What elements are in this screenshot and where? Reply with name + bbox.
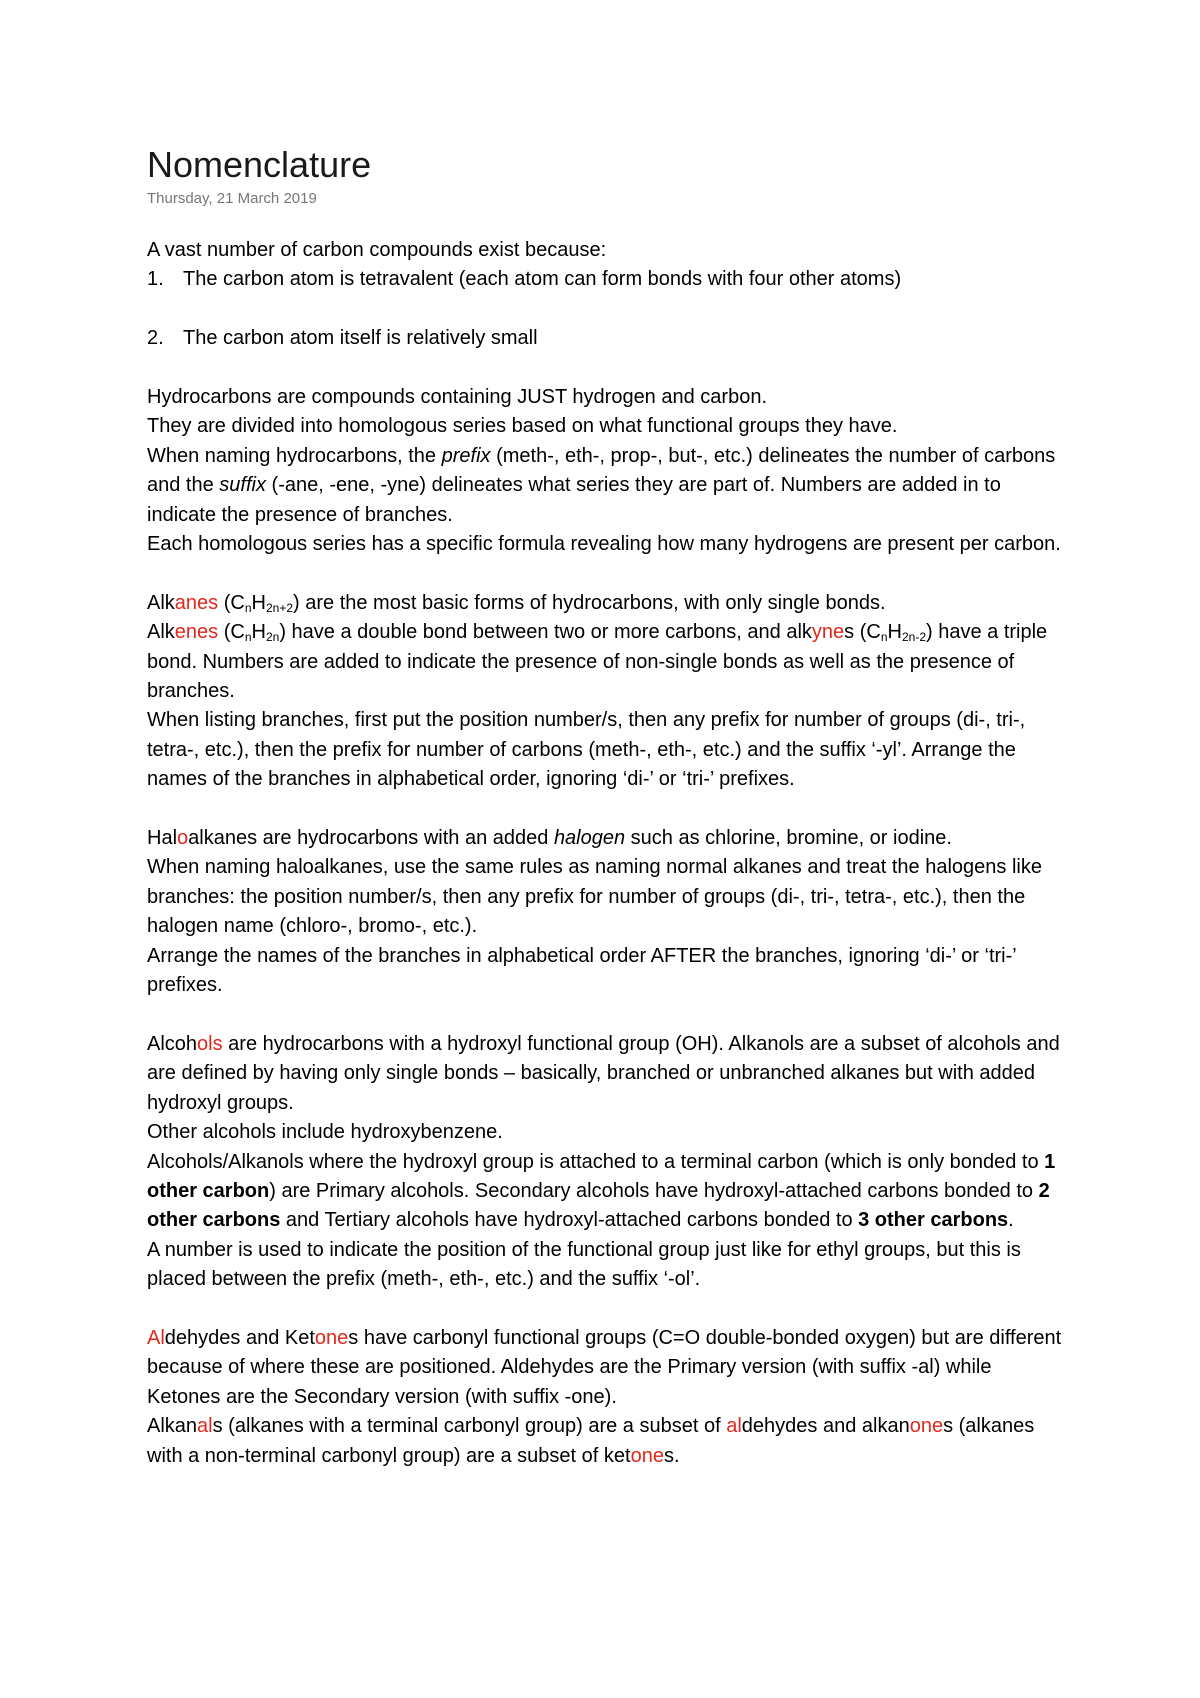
- list-text: The carbon atom is tetravalent (each atom can form bonds with four other atoms): [183, 268, 902, 291]
- list-text: The carbon atom itself is relatively small: [183, 327, 538, 350]
- branches-line: When listing branches, first put the position number/s, then any prefix for number of groups (di-, tri-, tetra-, etc.), then the prefix for number of carbons (meth-, eth-, etc.) and the suffix ‘-yl’. Arrange the names of the branches in alphabetical order, ignoring ‘di-’ or ‘tri-’ prefixes.: [147, 709, 1026, 791]
- list-number: 2.: [147, 327, 164, 350]
- page-title: Nomenclature: [147, 144, 372, 185]
- alcohols-line-3: Alcohols/Alkanols where the hydroxyl group is attached to a terminal carbon (which is only bonded to 1 other carbon) are Primary alcohols. Secondary alcohols have hydroxyl-attached carbons bonded to 2 other carbons and Tertiary alcohols have hydroxyl-attached carbons bonded to 3 other carbons.: [147, 1150, 1056, 1232]
- hydrocarbons-line-1: Hydrocarbons are compounds containing JUST hydrogen and carbon.: [147, 386, 767, 408]
- haloalkanes-line-2: When naming haloalkanes, use the same rules as naming normal alkanes and treat the halogens like branches: the position number/s, then any prefix for number of groups (di-, tri-, tetra-, etc.), then the halogen name (chloro-, bromo-, etc.).: [147, 856, 1042, 938]
- alcohols-line-1: Alcohols are hydrocarbons with a hydroxyl functional group (OH). Alkanols are a subset of alcohols and are defined by having only single bonds – basically, branched or unbranched alkanes but with added hydroxyl groups.: [147, 1032, 1060, 1114]
- list-item-1: [147, 265, 1067, 294]
- aldehydes-line-1: Aldehydes and Ketones have carbonyl functional groups (C=O double-bonded oxygen) but are different because of where these are positioned. Aldehydes are the Primary version (with suffix -al) while Ketones are the Secondary version (with suffix -one).: [147, 1326, 1062, 1408]
- haloalkanes-line-1: Haloalkanes are hydrocarbons with an added halogen such as chlorine, bromine, or iodine.: [147, 827, 952, 850]
- hydrocarbons-line-2: They are divided into homologous series based on what functional groups they have.: [147, 415, 898, 438]
- intro-line: A vast number of carbon compounds exist because:: [147, 239, 607, 261]
- alkenes-line: Alkenes $(C_nH_{2n})$ have a double bond between two or more carbons, and alkynes $(C_nH_{2n-2})$ have a triple bond. Numbers are added to indicate the presence of non-single bonds as well as the presence of branches.: [147, 621, 1048, 703]
- hydrocarbons-naming: When naming hydrocarbons, the prefix (meth-, eth-, prop-, but-, etc.) delineates the number of carbons and the suffix (-ane, -ene, -yne) delineates what series they are part of. Numbers are added in to indicate the presence of branches.: [147, 444, 1056, 526]
- aldehydes-line-2: Alkanals (alkanes with a terminal carbonyl group) are a subset of aldehydes and alkanones (alkanes with a non-terminal carbonyl group) are a subset of ketones.: [147, 1415, 1035, 1467]
- document-body: [147, 236, 1067, 1471]
- alkanes-line: Alkanes $(C_nH_{2n+2})$ are the most basic forms of hydrocarbons, with only single bonds.: [147, 591, 886, 615]
- list-item-2: [147, 324, 1067, 353]
- alcohols-line-2: Other alcohols include hydroxybenzene.: [147, 1121, 503, 1144]
- alcohols-line-4: A number is used to indicate the position of the functional group just like for ethyl groups, but this is placed between the prefix (meth-, eth-, etc.) and the suffix ‘-ol’.: [147, 1238, 1021, 1291]
- list-number: 1.: [147, 268, 164, 291]
- haloalkanes-line-3: Arrange the names of the branches in alphabetical order AFTER the branches, ignoring ‘di-’ or ‘tri-’ prefixes.: [147, 944, 1016, 997]
- hydrocarbons-formula: Each homologous series has a specific formula revealing how many hydrogens are present per carbon.: [147, 533, 1061, 556]
- page-date: Thursday, 21 March 2019: [147, 190, 317, 207]
